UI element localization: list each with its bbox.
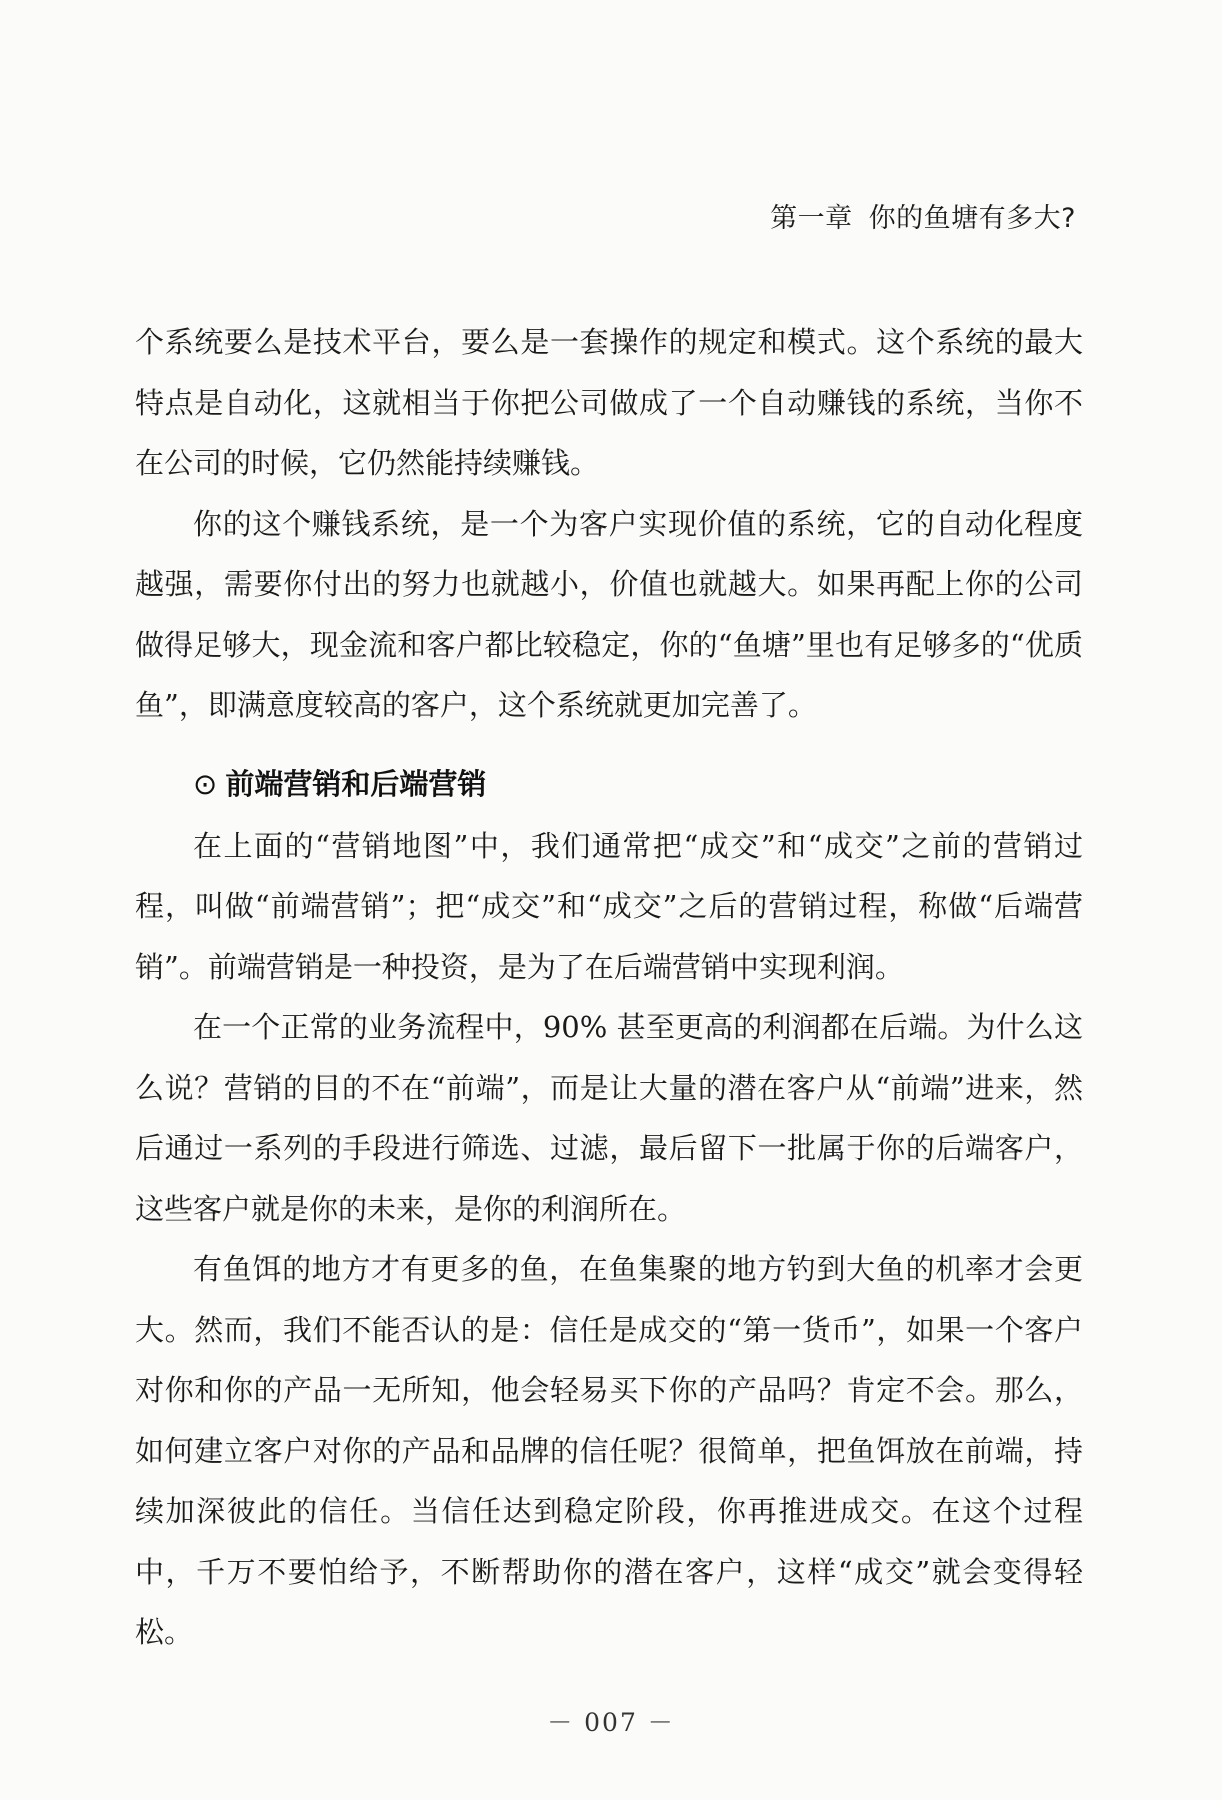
section-title: 前端营销和后端营销 <box>225 766 487 801</box>
paragraph: 在上面的“营销地图”中，我们通常把“成交”和“成交”之前的营销过程，叫做“前端营销”；把“成交”和“成交”之后的营销过程，称做“后端营销”。前端营销是一种投资，是为了在后端营销中实现利润。 <box>135 828 1083 984</box>
chapter-label: 第一章 <box>770 203 853 234</box>
page-body <box>135 312 1083 1663</box>
page-number: － 007 － <box>547 1708 675 1737</box>
paragraph: 在一个正常的业务流程中，90% 甚至更高的利润都在后端。为什么这么说？营销的目的不在“前端”，而是让大量的潜在客户从“前端”进来，然后通过一系列的手段进行筛选、过滤，最后留下一批属于你的后端客户，这些客户就是你的未来，是你的利润所在。 <box>135 1010 1083 1226</box>
paragraph: 你的这个赚钱系统，是一个为客户实现价值的系统，它的自动化程度越强，需要你付出的努力也就越小，价值也就越大。如果再配上你的公司做得足够大，现金流和客户都比较稳定，你的“鱼塘”里也有足够多的“优质鱼”，即满意度较高的客户，这个系统就更加完善了。 <box>135 506 1083 722</box>
circle-dot-icon: ⊙ <box>193 766 218 801</box>
paragraph: 有鱼饵的地方才有更多的鱼，在鱼集聚的地方钓到大鱼的机率才会更大。然而，我们不能否认的是：信任是成交的“第一货币”，如果一个客户对你和你的产品一无所知，他会轻易买下你的产品吗？肯定不会。那么，如何建立客户对你的产品和品牌的信任呢？很简单，把鱼饵放在前端，持续加深彼此的信任。当信任达到稳定阶段，你再推进成交。在这个过程中，千万不要怕给予，不断帮助你的潜在客户，这样“成交”就会变得轻松。 <box>135 1252 1083 1649</box>
chapter-title: 你的鱼塘有多大? <box>868 203 1076 234</box>
section-heading <box>193 753 1083 815</box>
paragraph-continued: 个系统要么是技术平台，要么是一套操作的规定和模式。这个系统的最大特点是自动化，这就相当于你把公司做成了一个自动赚钱的系统，当你不在公司的时候，它仍然能持续赚钱。 <box>135 325 1083 480</box>
running-header <box>770 196 1076 235</box>
